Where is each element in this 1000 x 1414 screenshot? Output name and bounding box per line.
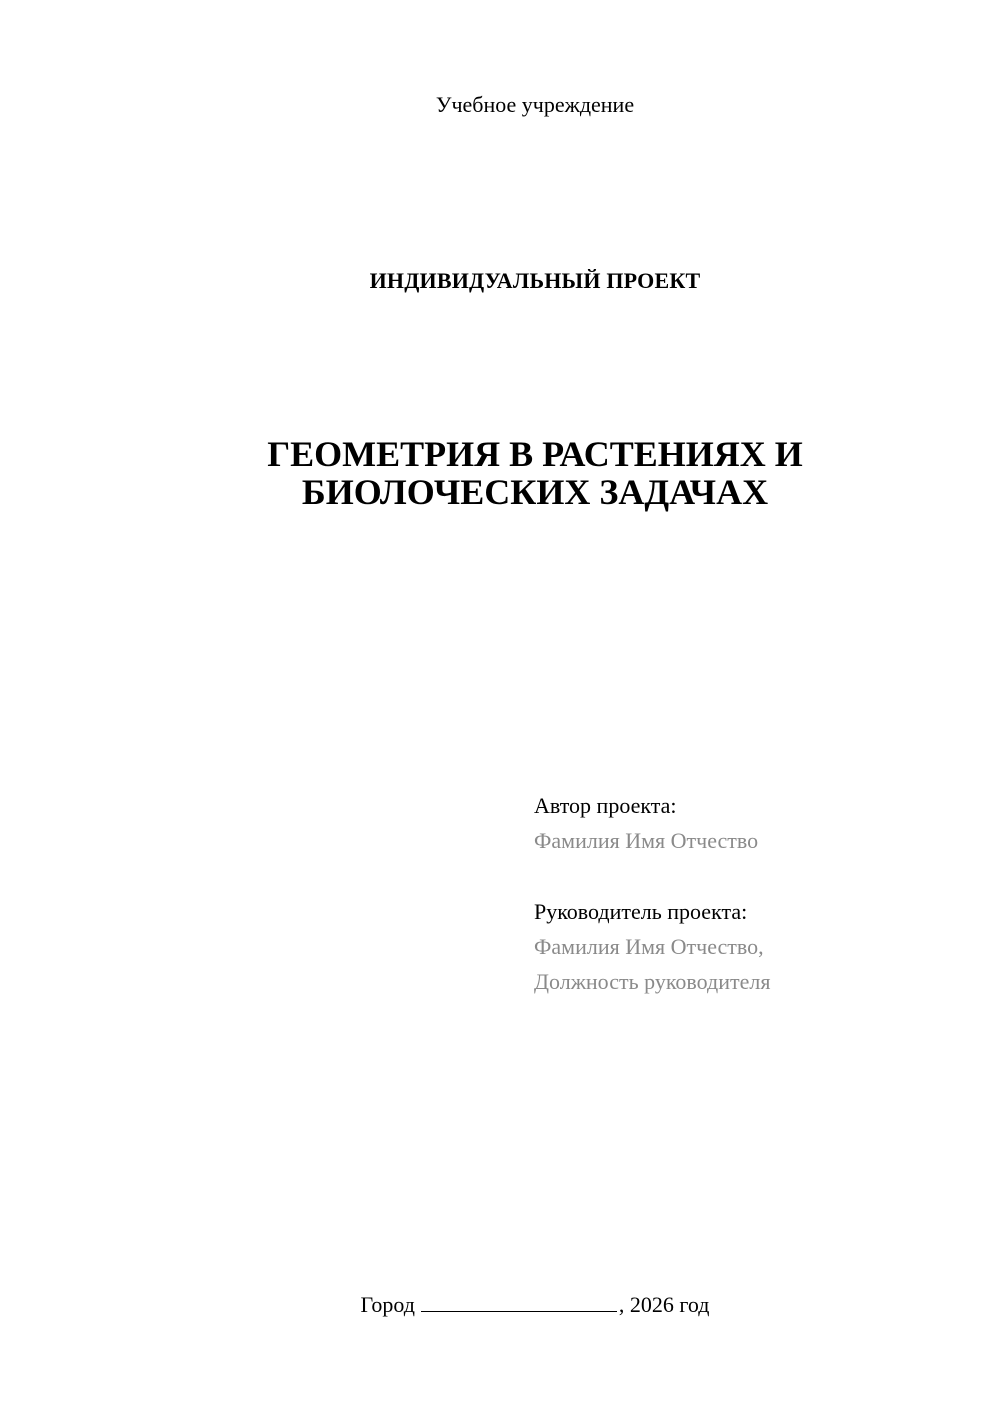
project-title-line-2: БИОЛОЧЕСКИХ ЗАДАЧАХ	[301, 472, 769, 512]
project-info-block	[534, 788, 770, 999]
year-text: , 2026 год	[618, 1292, 710, 1317]
institution-name: Учебное учреждение	[435, 92, 635, 117]
supervisor-label: Руководитель проекта:	[534, 899, 748, 924]
city-year-footer	[0, 1290, 1000, 1320]
city-blank-line	[421, 1291, 617, 1312]
supervisor-position: Должность руководителя	[534, 969, 771, 994]
document-type: ИНДИВИДУАЛЬНЫЙ ПРОЕКТ	[369, 268, 701, 293]
city-label: Город	[360, 1292, 415, 1317]
supervisor-name: Фамилия Имя Отчество,	[534, 934, 764, 959]
project-title-line-1: ГЕОМЕТРИЯ В РАСТЕНИЯХ И	[267, 434, 803, 474]
project-title	[0, 435, 1000, 511]
info-spacer	[534, 858, 770, 894]
author-name: Фамилия Имя Отчество	[534, 828, 759, 853]
author-label: Автор проекта:	[534, 793, 677, 818]
